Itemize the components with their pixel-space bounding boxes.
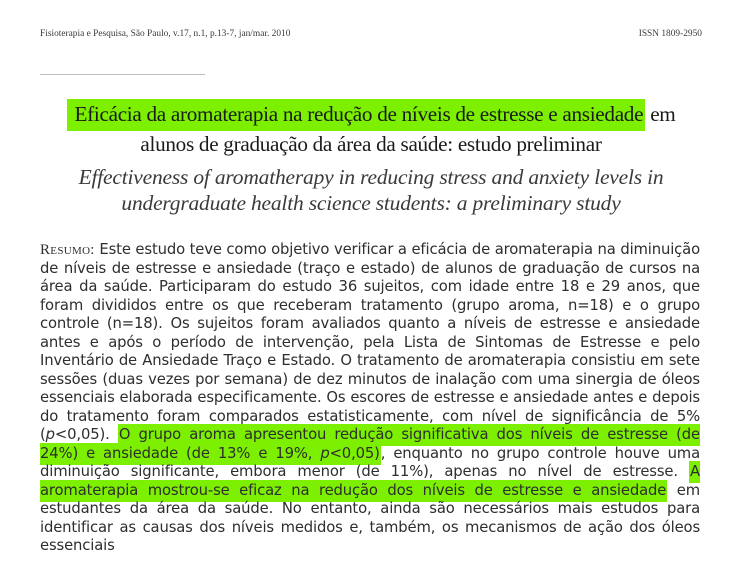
title-english: Effectiveness of aromatherapy in reducing stress and anxiety levels in undergraduate health science students: a preliminary study [78, 165, 664, 215]
title-portuguese [40, 99, 702, 159]
abstract-text-part1: Este estudo teve como objetivo verificar a eficácia de aromaterapia na diminuição de níveis de estresse e ansiedade (traço e estado) de alunos de graduação de cursos na área da saúde. Participaram do estudo 36 sujeitos, com idade entre 18 e 29 anos, que foram divididos entre os que receberam tratamento (grupo aroma, n=18) e o grupo controle (n=18). Os sujeitos foram avaliados quanto a níveis de estresse e ansiedade antes e após o período de intervenção, pela Lista de Sintomas de Estresse e pelo Inventário de Ansiedade Traço e Estado. O tratamento de aromaterapia consistiu em sete sessões (duas vezes por semana) de dez minutos de inalação com uma sinergia de óleos essenciais elaborada especificamente. Os escores de estresse e ansiedade antes e depois do tratamento foram comparados estatisticamente, com nível de significância de 5% ( [40, 241, 700, 443]
p-value-symbol: p [45, 426, 55, 443]
issn-label: ISSN 1809-2950 [638, 29, 702, 39]
title-highlighted-text: Eficácia da aromaterapia na redução de níveis de estresse e ansiedade [67, 99, 646, 131]
running-header [40, 29, 702, 43]
highlight-conclusion: A aromaterapia mostrou-se eficaz na redução dos níveis de estresse e ansiedade [40, 461, 700, 502]
abstract-keyword: Resumo: [40, 242, 95, 258]
abstract-text-part1b: <0,05). [54, 426, 118, 443]
p-value-symbol: p [320, 444, 330, 462]
abstract-paragraph [40, 241, 700, 556]
highlight-aroma-text-end: <0,05) [329, 444, 380, 462]
journal-citation: Fisioterapia e Pesquisa, São Paulo, v.17, n.1, p.13-7, jan/mar. 2010 [40, 29, 291, 39]
highlight-aroma-text: O grupo aroma apresentou redução significativa dos níveis de estresse (de 24%) e ansiedade (de 13% e 19%, [40, 426, 700, 462]
header-rule [40, 74, 205, 75]
abstract-text-part3: em estudantes da área da saúde. No entanto, ainda são necessários mais estudos para identificar as causas dos níveis medidos e, também, os mecanismos de ação dos óleos essenciais [40, 481, 700, 554]
abstract-text-part2: , enquanto no grupo controle houve uma diminuição significante, embora menor (de 11%), apenas no nível de estresse. [40, 444, 700, 480]
title-rest-text: em alunos de graduação da área da saúde: estudo preliminar [140, 102, 676, 156]
